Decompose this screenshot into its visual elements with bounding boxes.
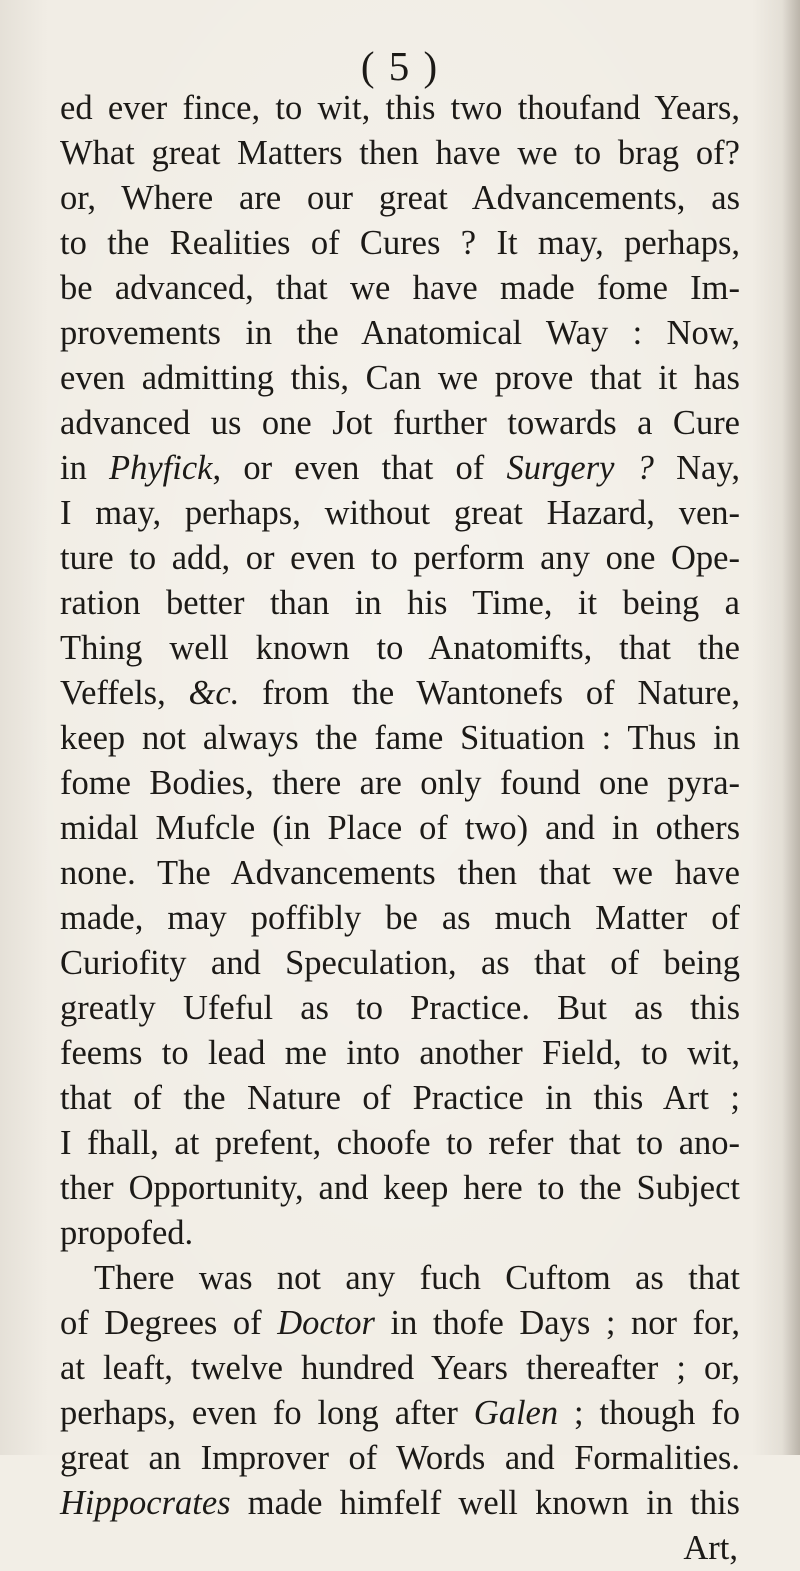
text-run: ; though fo [558,1394,740,1432]
italic-text: Doctor [277,1304,375,1342]
text-run: made, may poffibly be as much Matter of [60,899,740,937]
text-run: Veffels, [60,674,189,712]
italic-text: Galen [473,1394,559,1432]
text-line [60,761,740,806]
text-run: ed ever fince, to wit, this two thoufand Years, [60,89,740,127]
text-run: none. The Advancements then that we have [60,854,740,892]
text-line [60,1481,740,1526]
text-line [60,986,740,1031]
text-run: even admitting this, Can we prove that it has [60,359,740,397]
text-line [60,356,740,401]
text-line [60,581,740,626]
text-run: at leaft, twelve hundred Years thereafter ; or, [60,1349,740,1387]
text-run: midal Mufcle (in Place of two) and in others [60,809,740,847]
text-line [60,626,740,671]
text-line [60,1211,740,1256]
text-run: advanced us one Jot further towards a Cure [60,404,740,442]
text-line [60,491,740,536]
text-run: to the Realities of Cures ? It may, perhaps, [60,224,740,262]
body-text [60,86,740,1571]
text-run: keep not always the fame Situation : Thus in [60,719,740,757]
text-run: be advanced, that we have made fome Im- [60,269,740,307]
text-line [60,86,740,131]
page-edge-shadow [782,0,800,1455]
text-line [60,851,740,896]
text-line [60,446,740,491]
text-line [60,1346,740,1391]
text-run: in [60,449,110,487]
text-line [60,311,740,356]
text-run: ration better than in his Time, it being a [60,584,740,622]
text-run: Curiofity and Speculation, as that of being [60,944,740,982]
text-run: that of the Nature of Practice in this Art ; [60,1079,740,1117]
text-line [60,1256,740,1301]
text-line [60,401,740,446]
text-run: ther Opportunity, and keep here to the Subject [60,1169,740,1207]
text-line [60,176,740,221]
text-run: Art, [683,1529,738,1567]
text-line [60,1121,740,1166]
text-run: or, Where are our great Advancements, as [60,179,740,217]
text-line [60,671,740,716]
text-run: made himfelf well known in this [230,1484,740,1522]
text-run: in thofe Days ; nor for, [374,1304,741,1342]
text-line [60,1436,740,1481]
text-run: , or even that of [212,449,507,487]
text-line [60,1031,740,1076]
text-line [60,1076,740,1121]
text-line [60,131,740,176]
text-run: provements in the Anatomical Way : Now, [60,314,740,352]
text-run: propofed. [60,1214,194,1252]
italic-text: Surgery ? [506,449,654,487]
text-run: perhaps, even fo long after [60,1394,474,1432]
text-line [60,221,740,266]
text-run: fome Bodies, there are only found one pyra- [60,764,740,802]
text-run: from the Wantonefs of Nature, [239,674,740,712]
text-line [60,716,740,761]
text-line [60,536,740,581]
italic-text: &c. [188,674,240,712]
catchword [60,1526,740,1571]
text-run: There was not any fuch Cuftom as that [94,1259,740,1297]
text-run: I may, perhaps, without great Hazard, ven- [60,494,740,532]
text-line [60,806,740,851]
text-line [60,941,740,986]
text-line [60,896,740,941]
italic-text: Phyfick [109,449,213,487]
text-line [60,266,740,311]
text-run: Thing well known to Anatomifts, that the [60,629,740,667]
text-run: What great Matters then have we to brag of? [60,134,740,172]
text-line [60,1391,740,1436]
text-run: of Degrees of [60,1304,278,1342]
text-line [60,1301,740,1346]
page-number: ( 5 ) [360,43,440,89]
text-run: ture to add, or even to perform any one Ope- [60,539,740,577]
text-line [60,1166,740,1211]
text-run: greatly Ufeful as to Practice. But as this [60,989,740,1027]
text-run: I fhall, at prefent, choofe to refer that to ano- [60,1124,740,1162]
italic-text: Hippocrates [60,1484,231,1522]
text-run: great an Improver of Words and Formalities. [60,1439,740,1477]
text-run: feems to lead me into another Field, to wit, [60,1034,740,1072]
text-run: Nay, [653,449,740,487]
